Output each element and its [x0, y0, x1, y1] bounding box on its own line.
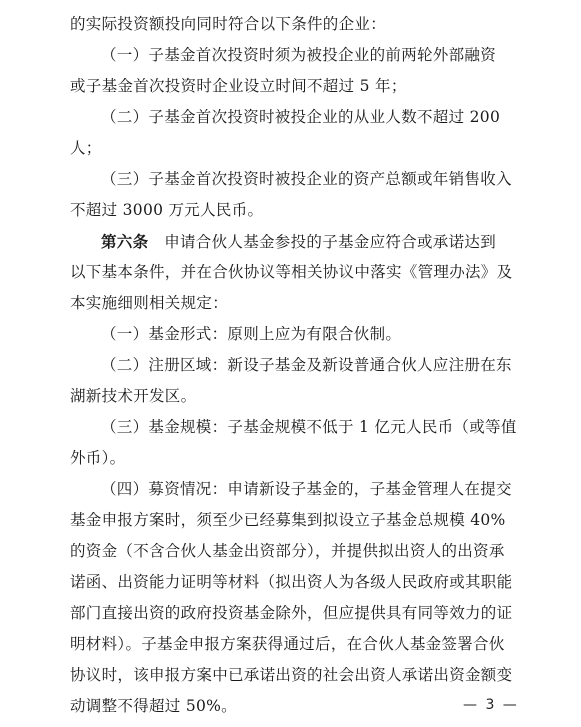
article-heading-line: 第六条 申请合伙人基金参投的子基金应符合或承诺达到: [101, 232, 497, 251]
text-line: 基金申报方案时，须至少已经募集到拟设立子基金总规模 40%: [70, 511, 506, 529]
text-line: （一）基金形式：原则上应为有限合伙制。: [101, 325, 402, 343]
text-line: 的资金（不含合伙人基金出资部分），并提供拟出资人的出资承: [70, 542, 505, 560]
page-number: — 3 —: [463, 697, 519, 713]
text-line: （三）子基金首次投资时被投企业的资产总额或年销售收入: [101, 170, 512, 188]
text-line: 诺函、出资能力证明等材料（拟出资人为各级人民政府或其职能: [70, 573, 513, 591]
text-line: 湖新技术开发区。: [70, 387, 197, 405]
text-line: 不超过 3000 万元人民币。: [70, 201, 264, 219]
text-line: 部门直接出资的政府投资基金除外，但应提供具有同等效力的证: [70, 604, 513, 622]
text-line: （二）子基金首次投资时被投企业的从业人数不超过 200: [101, 108, 501, 126]
text-line: 人；: [70, 139, 102, 157]
text-line: 本实施细则相关规定：: [70, 294, 229, 312]
text-line: 的实际投资额投向同时符合以下条件的企业：: [70, 15, 387, 33]
text-line: 协议时，该申报方案中已承诺出资的社会出资人承诺出资金额变: [70, 666, 513, 684]
text-line: 外币）。: [70, 449, 126, 467]
text-line: 或子基金首次投资时企业设立时间不超过 5 年；: [70, 77, 407, 95]
text-line: （二）注册区域：新设子基金及新设普通合伙人应注册在东: [101, 356, 512, 374]
text-line: （一）子基金首次投资时须为被投企业的前两轮外部融资: [101, 46, 497, 64]
document-body: [70, 9, 528, 722]
text-line: 明材料）。子基金申报方案获得通过后，在合伙人基金签署合伙: [70, 635, 505, 653]
text-line: 动调整不得超过 50%。: [70, 697, 237, 715]
text-line: 以下基本条件，并在合伙协议等相关协议中落实《管理办法》及: [70, 263, 513, 281]
text-line: （三）基金规模：子基金规模不低于 1 亿元人民币（或等值: [101, 418, 517, 436]
text-line: （四）募资情况：申请新设子基金的，子基金管理人在提交: [101, 480, 512, 498]
article-number: 第六条: [101, 232, 149, 251]
